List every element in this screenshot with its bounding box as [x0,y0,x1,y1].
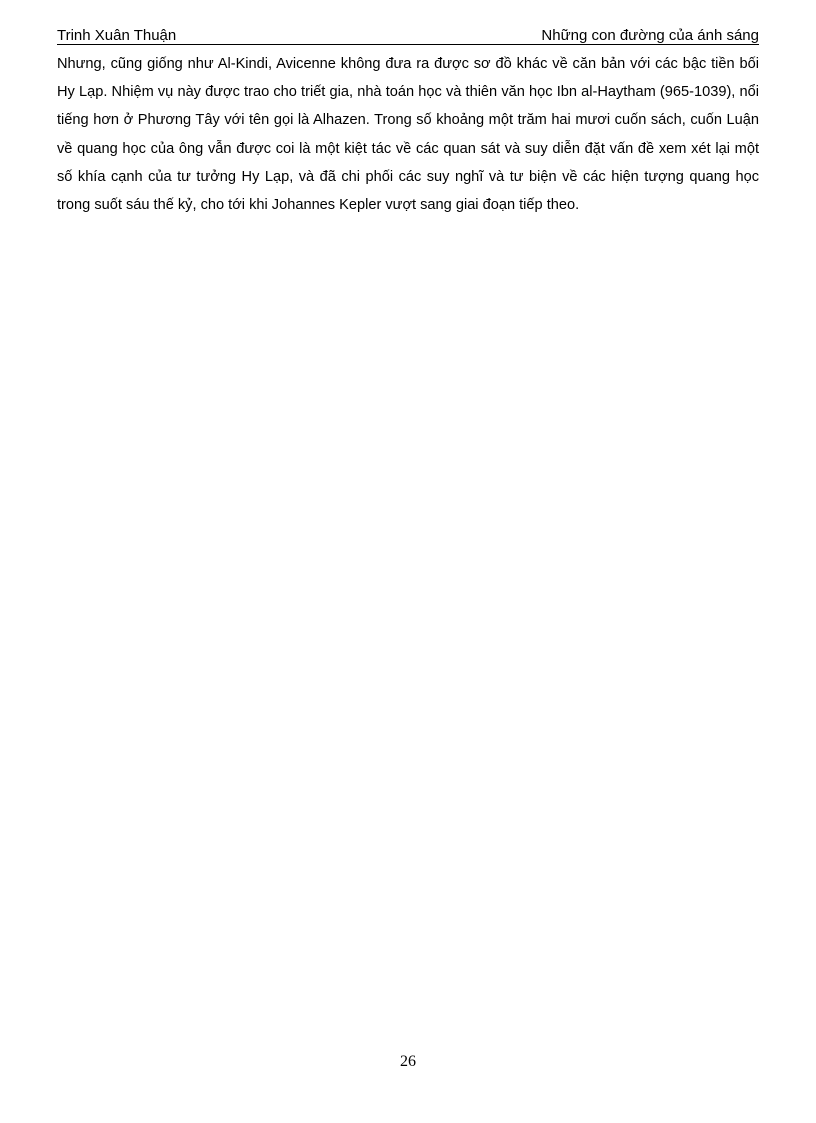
body-paragraph: Nhưng, cũng giống như Al-Kindi, Avicenne không đưa ra được sơ đồ khác về căn bản với các bậc tiền bối Hy Lạp. Nhiệm vụ này được trao cho triết gia, nhà toán học và thiên văn học Ibn al-Haytham (965-1039), nổi tiếng hơn ở Phương Tây với tên gọi là Alhazen. Trong số khoảng một trăm hai mươi cuốn sách, cuốn Luận về quang học của ông vẫn được coi là một kiệt tác về các quan sát và suy diễn đặt vấn đề xem xét lại một số khía cạnh của tư tưởng Hy Lạp, và đã chi phối các suy nghĩ và tư biện về các hiện tượng quang học trong suốt sáu thế kỷ, cho tới khi Johannes Kepler vượt sang giai đoạn tiếp theo. [57,56,759,214]
header-author: Trinh Xuân Thuận [57,27,177,44]
header-book-title: Những con đường của ánh sáng [541,27,759,44]
running-header [57,25,759,45]
page-number: 26 [400,1053,416,1070]
